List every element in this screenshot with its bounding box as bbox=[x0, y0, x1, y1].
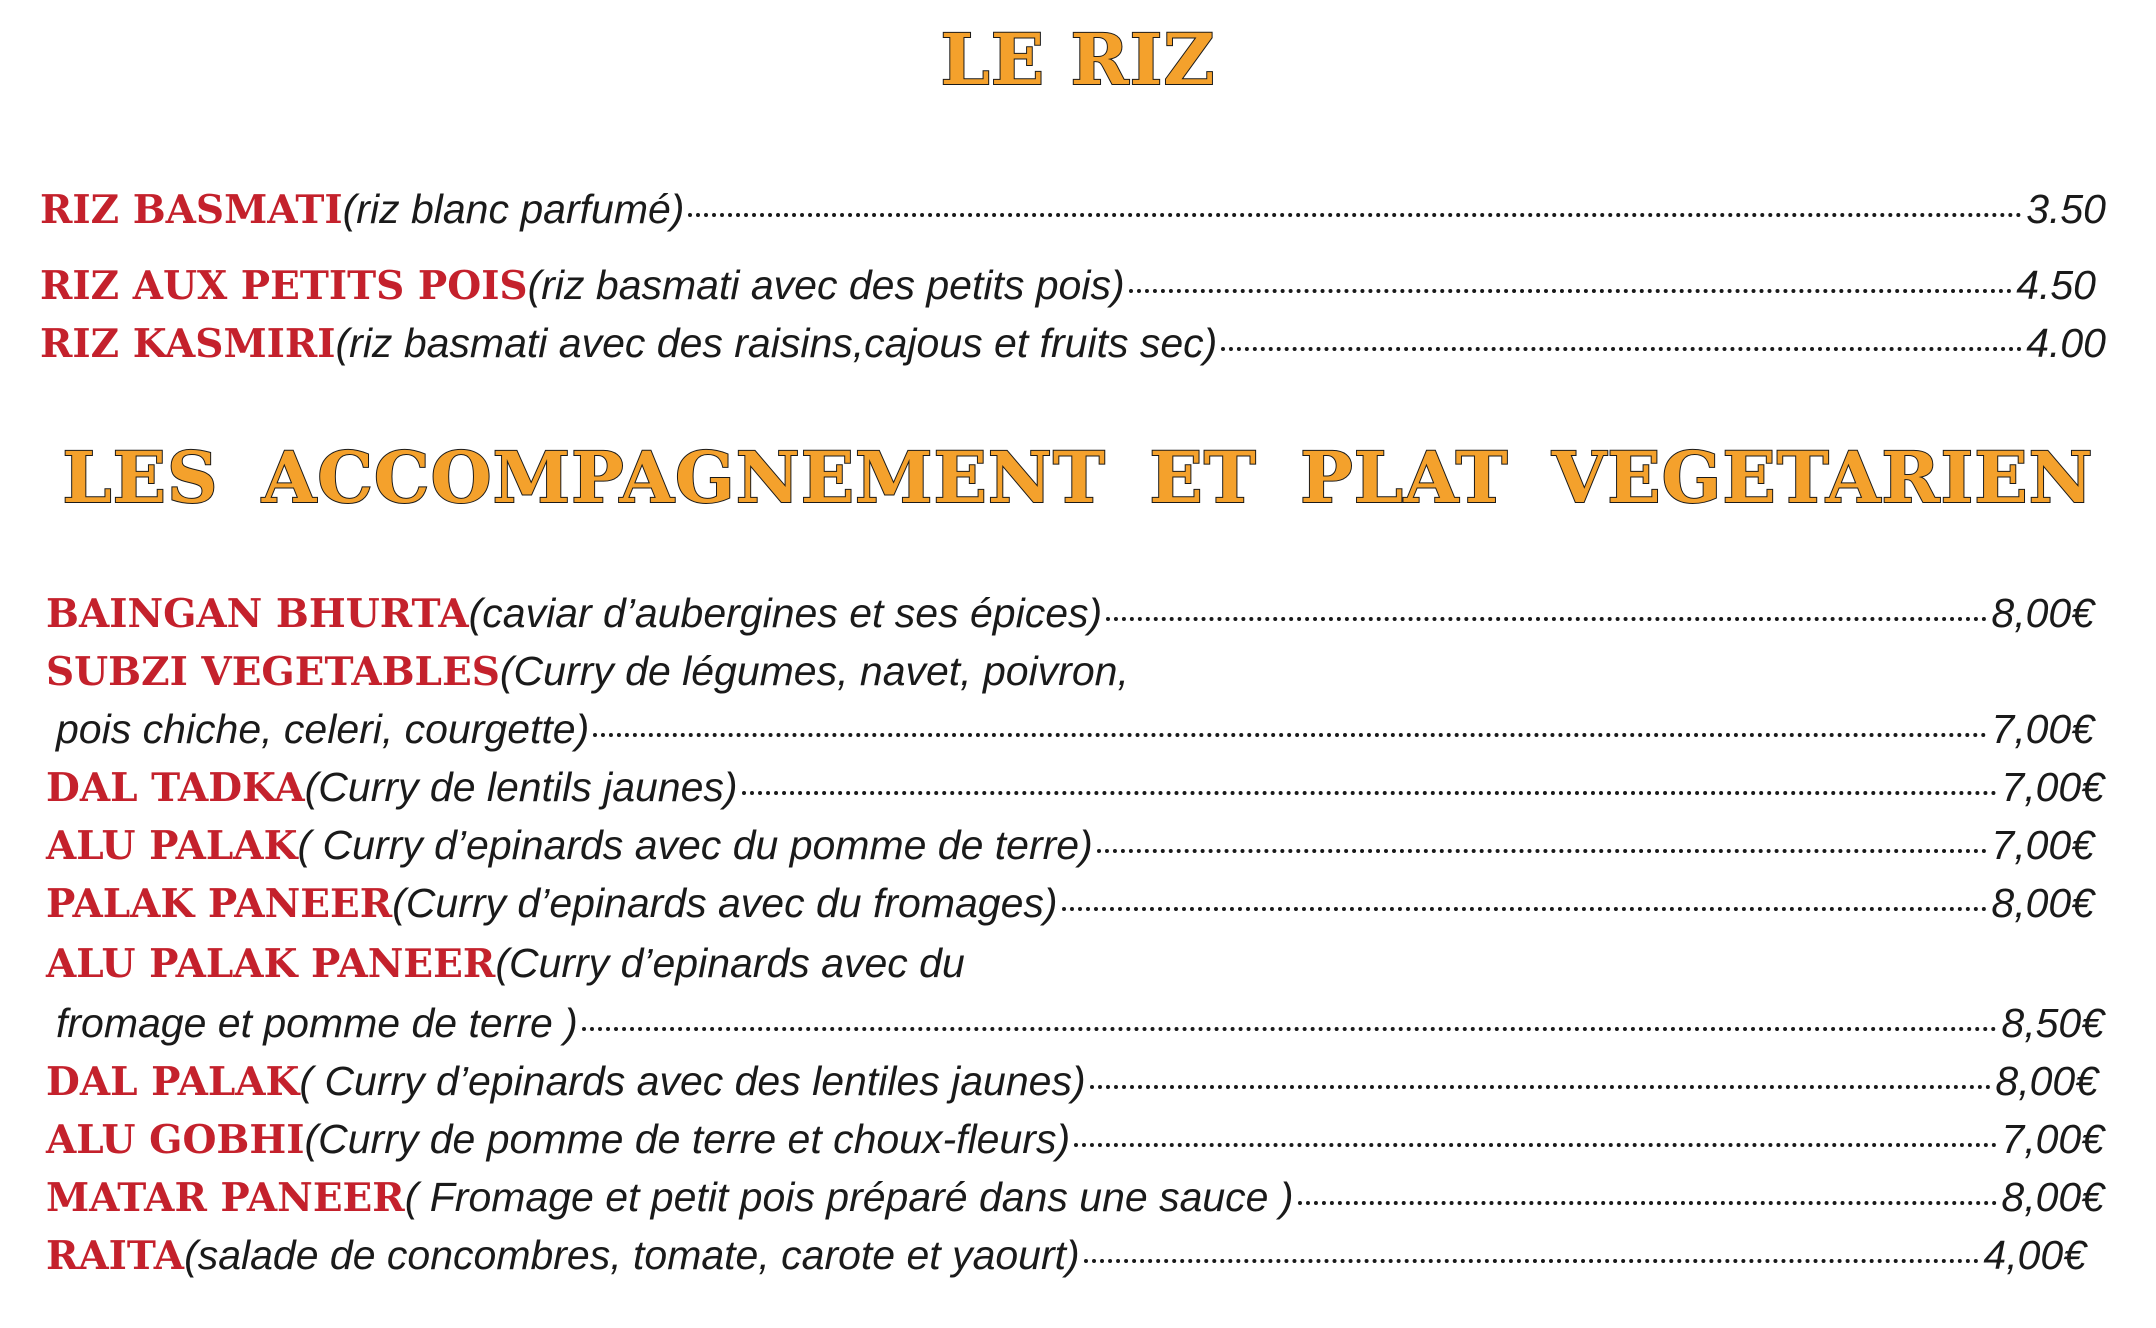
item-price: 4.00 bbox=[2026, 320, 2106, 366]
dot-leader bbox=[593, 729, 1987, 737]
item-price: 8,00€ bbox=[2001, 1174, 2104, 1220]
item-name: BAINGAN BHURTA bbox=[46, 591, 469, 637]
item-description: ( Fromage et petit pois préparé dans une sauce ) bbox=[404, 1174, 1294, 1220]
menu-item-matar-paneer bbox=[46, 1172, 2104, 1223]
item-description-continued: fromage et pomme de terre ) bbox=[56, 1000, 578, 1046]
item-price: 7,00€ bbox=[1991, 706, 2094, 752]
item-name: MATAR PANEER bbox=[46, 1175, 405, 1221]
dot-leader bbox=[1090, 1081, 1992, 1089]
menu-item-alu-palak-paneer bbox=[46, 938, 1246, 989]
item-description: ( Curry d’epinards avec du pomme de terre) bbox=[297, 822, 1093, 868]
item-name: RIZ AUX PETITS POIS bbox=[40, 263, 528, 309]
item-description: (riz basmati avec des raisins,cajous et fruits sec) bbox=[335, 320, 1218, 366]
menu-item-subzi-vegetables-continued bbox=[46, 704, 2094, 754]
item-price: 7,00€ bbox=[2001, 1116, 2104, 1162]
menu-item-alu-palak bbox=[46, 820, 2094, 871]
item-name: RIZ BASMATI bbox=[40, 187, 343, 233]
menu-item-baingan-bhurta bbox=[46, 588, 2094, 639]
dot-leader bbox=[1298, 1197, 1998, 1205]
section-title-rice: LE RIZ bbox=[940, 18, 1216, 101]
item-description: (Curry de lentils jaunes) bbox=[304, 764, 738, 810]
item-price: 8,50€ bbox=[2001, 1000, 2104, 1046]
item-description: (Curry d’epinards avec du bbox=[495, 940, 965, 986]
item-price: 3.50 bbox=[2026, 186, 2106, 232]
menu-item-alu-palak-paneer-continued bbox=[46, 998, 2104, 1048]
item-price: 7,00€ bbox=[1991, 822, 2094, 868]
menu-item-dal-palak bbox=[46, 1056, 2098, 1107]
item-name: PALAK PANEER bbox=[46, 881, 393, 927]
dot-leader bbox=[1084, 1255, 1980, 1263]
item-description: (Curry d’epinards avec du fromages) bbox=[392, 880, 1058, 926]
menu-item-dal-tadka bbox=[46, 762, 2104, 813]
item-name: DAL TADKA bbox=[46, 765, 305, 811]
dot-leader bbox=[1062, 903, 1988, 911]
item-name: RIZ KASMIRI bbox=[40, 321, 336, 367]
item-name: ALU PALAK PANEER bbox=[46, 941, 496, 987]
item-description: (Curry de pomme de terre et choux-fleurs) bbox=[304, 1116, 1071, 1162]
item-description: (caviar d’aubergines et ses épices) bbox=[468, 590, 1103, 636]
item-price: 8,00€ bbox=[1991, 880, 2094, 926]
item-name: RAITA bbox=[46, 1233, 185, 1279]
item-description: (Curry de légumes, navet, poivron, bbox=[499, 648, 1129, 694]
item-name: ALU GOBHI bbox=[46, 1117, 305, 1163]
item-price: 7,00€ bbox=[2001, 764, 2104, 810]
item-description: (salade de concombres, tomate, carote et yaourt) bbox=[184, 1232, 1080, 1278]
item-price: 8,00€ bbox=[1991, 590, 2094, 636]
item-name: ALU PALAK bbox=[46, 823, 298, 869]
section-title-vegetarian: LES ACCOMPAGNEMENT ET PLAT VEGETARIEN bbox=[62, 436, 2094, 519]
menu-item-alu-gobhi bbox=[46, 1114, 2104, 1165]
item-description: (riz blanc parfumé) bbox=[342, 186, 685, 232]
menu-item-palak-paneer bbox=[46, 878, 2094, 929]
dot-leader bbox=[1106, 613, 1987, 621]
dot-leader bbox=[1074, 1139, 1997, 1147]
dot-leader bbox=[742, 787, 1998, 795]
item-name: SUBZI VEGETABLES bbox=[46, 649, 500, 695]
item-description-continued: pois chiche, celeri, courgette) bbox=[56, 706, 590, 752]
dot-leader bbox=[1097, 845, 1988, 853]
dot-leader bbox=[582, 1023, 1998, 1031]
menu-item-raita bbox=[46, 1230, 2086, 1281]
item-price: 8,00€ bbox=[1995, 1058, 2098, 1104]
item-price: 4,00€ bbox=[1983, 1232, 2086, 1278]
item-name: DAL PALAK bbox=[46, 1059, 300, 1105]
menu-item-subzi-vegetables bbox=[46, 646, 1246, 697]
item-price: 4.50 bbox=[2016, 262, 2096, 308]
item-description: (riz basmati avec des petits pois) bbox=[527, 262, 1125, 308]
item-description: ( Curry d’epinards avec des lentiles jaunes) bbox=[299, 1058, 1086, 1104]
